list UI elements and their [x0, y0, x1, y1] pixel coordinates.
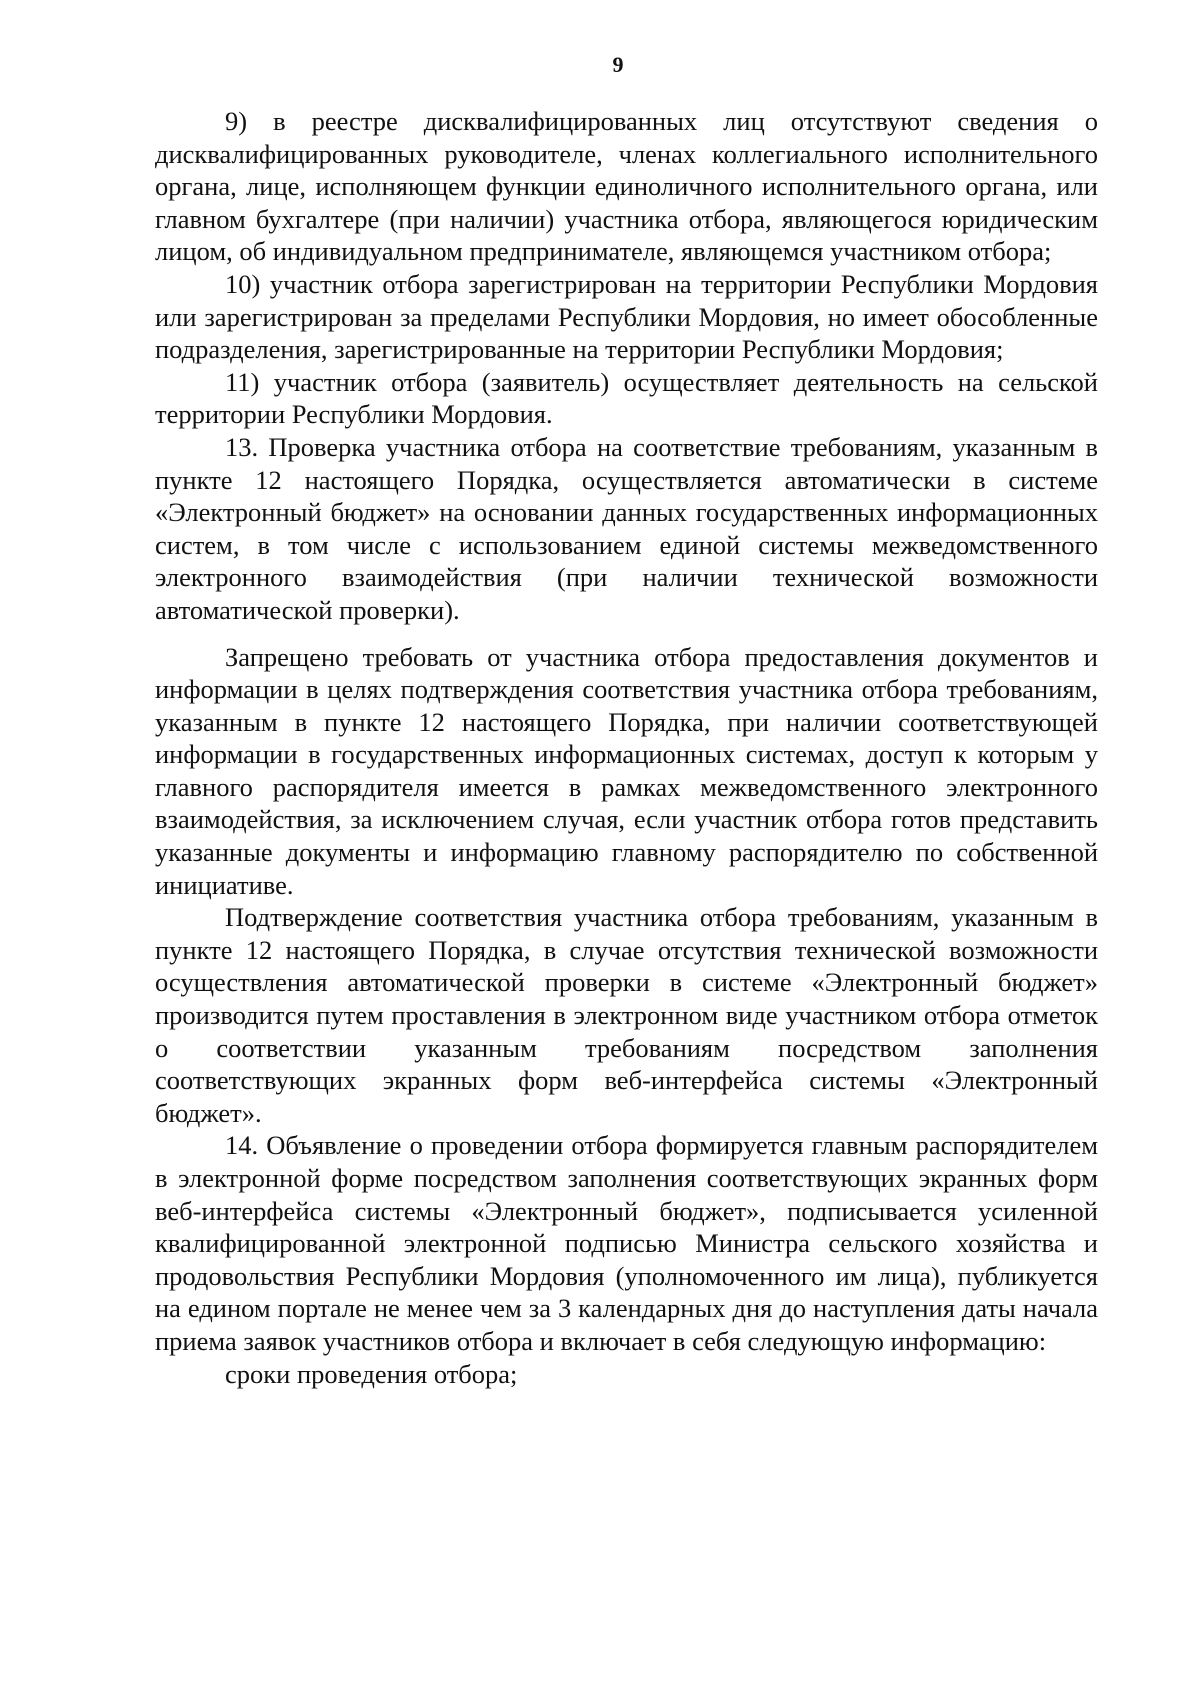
paragraph-item-9: 9) в реестре дисквалифицированных лиц отсутствуют сведения о дисквалифицированных руководителе, членах коллегиального исполнительного органа, лице, исполняющем функции единоличного исполнительного органа, или главном бухгалтере (при наличии) участника отбора, являющегося юридическим лицом, об индивидуальном предпринимателе, являющемся участником отбора; — [155, 106, 1098, 267]
paragraph-item-11: 11) участник отбора (заявитель) осуществляет деятельность на сельской территории Республики Мордовия. — [155, 366, 1098, 430]
paragraph-selection-dates: сроки проведения отбора; — [225, 1358, 518, 1389]
paragraph-section-14: 14. Объявление о проведении отбора формируется главным распорядителем в электронной форме посредством заполнения соответствующих экранных форм веб-интерфейса системы «Электронный бюджет», подписывается усиленной квалифицированной электронной подписью Министра сельского хозяйства и продовольствия Республики Мордовия (уполномоченного им лица), публикуется на едином портале не менее чем за 3 календарных дня до наступления даты начала приема заявок участников отбора и включает в себя следующую информацию: — [155, 1130, 1098, 1356]
document-body — [155, 105, 1098, 1390]
paragraph-prohibition: Запрещено требовать от участника отбора предоставления документов и информации в целях подтверждения соответствия участника отбора требованиям, указанным в пункте 12 настоящего Порядка, при наличии соответствующей информации в государственных информационных системах, доступ к которым у главного распорядителя имеется в рамках межведомственного электронного взаимодействия, за исключением случая, если участник отбора готов представить указанные документы и информацию главному распорядителю по собственной инициативе. — [155, 641, 1098, 900]
paragraph-item-10: 10) участник отбора зарегистрирован на территории Республики Мордовия или зарегистрирован за пределами Республики Мордовия, но имеет обособленные подразделения, зарегистрированные на территории Республики Мордовия; — [155, 268, 1098, 365]
paragraph-section-13: 13. Проверка участника отбора на соответствие требованиям, указанным в пункте 12 настоящего Порядка, осуществляется автоматически в системе «Электронный бюджет» на основании данных государственных информационных систем, в том числе с использованием единой системы межведомственного электронного взаимодействия (при наличии технической возможности автоматической проверки). — [155, 431, 1098, 625]
page-number: 9 — [612, 52, 624, 77]
paragraph-confirmation: Подтверждение соответствия участника отбора требованиям, указанным в пункте 12 настоящего Порядка, в случае отсутствия технической возможности осуществления автоматической проверки в системе «Электронный бюджет» производится путем проставления в электронном виде участником отбора отметок о соответствии указанным требованиям посредством заполнения соответствующих экранных форм веб-интерфейса системы «Электронный бюджет». — [155, 902, 1098, 1128]
